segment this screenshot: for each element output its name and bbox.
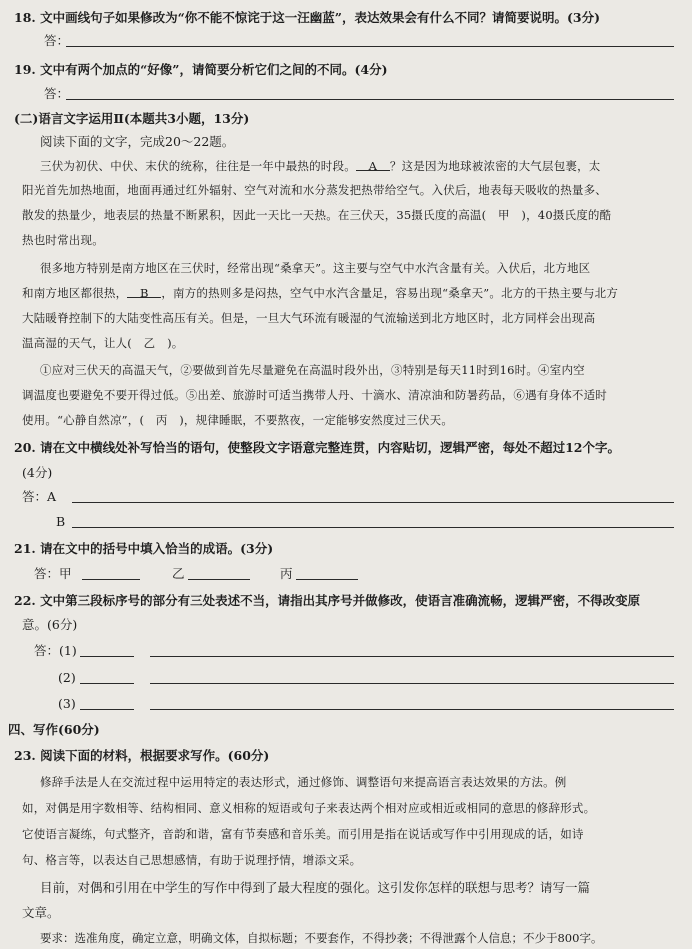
q21-bing-line[interactable]: [296, 579, 358, 580]
passage-p3-line3: 使用。“心静自然凉”，( 丙 )，规律睡眠，不要熬夜，一定能够安然度过三伏天。: [22, 413, 454, 427]
q22-answer3-number-line[interactable]: [80, 709, 134, 710]
q21-yi-label: 乙: [172, 566, 185, 581]
q22-answer3-label: (3): [58, 696, 76, 711]
q19-question: 19. 文中有两个加点的“好像”，请简要分析它们之间的不同。(4分): [14, 62, 388, 77]
q20-answer-a-label: 答：A: [22, 489, 57, 504]
passage-p2-line2: 和南方地区都很热， B ，南方的热则多是闷热，空气中水汽含量足，容易出现“桑拿天”。北方的干热主要与北方: [22, 286, 619, 300]
passage-p3-line1: ①应对三伏天的高温天气，②要做到首先尽量避免在高温时段外出，③特别是每天11时到16时。④室内空: [40, 363, 585, 377]
q23-question: 23. 阅读下面的材料，根据要求写作。(60分): [14, 748, 270, 763]
q19-answer-line[interactable]: [66, 99, 674, 100]
section4-heading: 四、写作(60分): [8, 722, 100, 737]
q18-answer-label: 答：: [44, 33, 70, 48]
q23-material-line1: 修辞手法是人在交流过程中运用特定的表达形式，通过修饰、调整语句来提高语言表达效果的方法。例: [40, 775, 567, 789]
q22-answer2-number-line[interactable]: [80, 683, 134, 684]
passage-p2-line3: 大陆暖脊控制下的大陆变性高压有关。但是，一旦大气环流有暖湿的气流输送到北方地区时，北方同样会出现高: [22, 311, 596, 325]
q18-answer-line[interactable]: [66, 46, 674, 47]
q22-answer1-line[interactable]: [150, 656, 674, 657]
blank-a: A: [356, 158, 390, 171]
q18-question: 18. 文中画线句子如果修改为“你不能不惊诧于这一汪幽蓝”，表达效果会有什么不同？请简要说明。(3分): [14, 10, 601, 25]
q23-material-line3: 它使语言凝练，句式整齐，音韵和谐，富有节奏感和音乐美。而引用是指在说话或写作中引用现成的话，如诗: [22, 827, 584, 841]
q22-answer2-label: (2): [58, 670, 76, 685]
q20-points: (4分): [22, 465, 53, 480]
section2-heading: (二)语言文字运用Ⅱ(本题共3小题，13分): [14, 111, 250, 126]
section2-instruction: 阅读下面的文字，完成20～22题。: [40, 134, 235, 149]
q22-answer3-line[interactable]: [150, 709, 674, 710]
q21-jia-line[interactable]: [82, 579, 140, 580]
passage-p3-line2: 调温度也要避免不要开得过低。⑤出差、旅游时可适当携带人丹、十滴水、清凉油和防暑药品，⑥遇有身体不适时: [22, 388, 607, 402]
passage-p1-line4: 热也时常出现。: [22, 233, 104, 247]
q22-answer1-label: 答：(1): [34, 643, 77, 658]
q23-material-line2: 如，对偶是用字数相等、结构相同、意义相称的短语或句子来表达两个相对应或相近或相同的意思的修辞形式。: [22, 801, 596, 815]
q22-question: 22. 文中第三段标序号的部分有三处表述不当，请指出其序号并做修改，使语言准确流畅，逻辑严密，不得改变原: [14, 593, 641, 608]
passage-p2-line1: 很多地方特别是南方地区在三伏时，经常出现“桑拿天”。这主要与空气中水汽含量有关。入伏后，北方地区: [40, 261, 591, 275]
q20-answer-b-line[interactable]: [72, 527, 674, 528]
q21-question: 21. 请在文中的括号中填入恰当的成语。(3分): [14, 541, 274, 556]
q23-material-line4: 句、格言等，以表达自己思想感情，有助于说理抒情，增添文采。: [22, 853, 362, 867]
q23-prompt-line2: 文章。: [22, 905, 60, 920]
passage-p1-line3: 散发的热量少，地表层的热量不断累积，因此一天比一天热。在三伏天，35摄氏度的高温( 甲 )，40摄氏度的酷: [22, 208, 612, 222]
q20-answer-a-line[interactable]: [72, 502, 674, 503]
q22-answer2-line[interactable]: [150, 683, 674, 684]
passage-p1-line1: 三伏为初伏、中伏、末伏的统称，往往是一年中最热的时段。 A ？这是因为地球被浓密的大气层包裹，太: [40, 159, 601, 173]
q20-answer-b-label: B: [56, 514, 66, 529]
q23-requirements: 要求：选准角度，确定立意，明确文体，自拟标题；不要套作，不得抄袭；不得泄露个人信息；不少于800字。: [40, 931, 603, 945]
passage-p1-line2: 阳光首先加热地面，地面再通过红外辐射、空气对流和水分蒸发把热带给空气。入伏后，地表每天吸收的热量多、: [22, 183, 607, 197]
q22-answer1-number-line[interactable]: [80, 656, 134, 657]
q23-prompt-line1: 目前，对偶和引用在中学生的写作中得到了最大程度的强化。这引发你怎样的联想与思考？请写一篇: [40, 880, 591, 895]
q22-question-cont: 意。(6分): [22, 617, 78, 632]
blank-b: B: [127, 285, 161, 298]
q21-bing-label: 丙: [280, 566, 293, 581]
q21-yi-line[interactable]: [188, 579, 250, 580]
q20-question: 20. 请在文中横线处补写恰当的语句，使整段文字语意完整连贯，内容贴切，逻辑严密，每处不超过12个字。: [14, 440, 620, 455]
q21-answer-jia-label: 答：甲: [34, 566, 72, 581]
q19-answer-label: 答：: [44, 86, 70, 101]
passage-p2-line4: 温高湿的天气，让人( 乙 )。: [22, 336, 184, 350]
